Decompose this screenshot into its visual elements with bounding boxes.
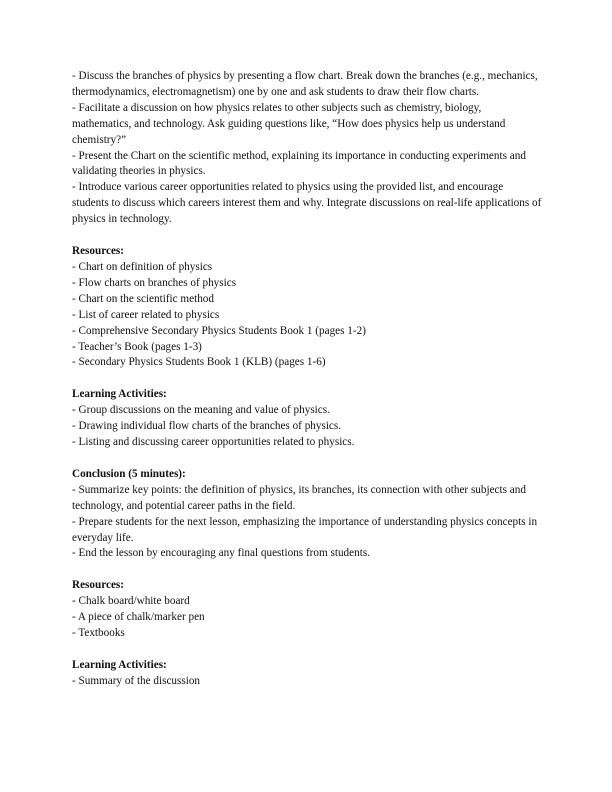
activity-list-item: - Summary of the discussion — [72, 674, 201, 687]
resources-list-item: - Chart on the scientific method — [72, 292, 214, 305]
conclusion-resources-section — [72, 578, 542, 642]
intro-paragraph-subjects: - Facilitate a discussion on how physics relates to other subjects such as chemistry, biology, mathematics, and technology. Ask guiding questions like, “How does physics help us understand chemistry?” — [72, 101, 506, 146]
resources-list-item: - List of career related to physics — [72, 308, 220, 321]
resources-section — [72, 244, 542, 371]
conclusion-resources-heading: Resources: — [72, 579, 124, 592]
conclusion-section — [72, 467, 542, 562]
activity-list-item: - Group discussions on the meaning and value of physics. — [72, 404, 330, 417]
learning-activities-section — [72, 387, 542, 451]
conclusion-activities-heading: Learning Activities: — [72, 659, 167, 671]
resources-list-item: - Teacher’s Book (pages 1-3) — [72, 340, 202, 353]
resources-heading: Resources: — [72, 245, 124, 258]
conclusion-activities-section — [72, 658, 542, 690]
intro-paragraph-scientific-method: - Present the Chart on the scientific method, explaining its importance in conducting experiments and validating theories in physics. — [72, 149, 526, 178]
intro-paragraph-careers: - Introduce various career opportunities related to physics using the provided list, and encourage students to discuss which careers interest them and why. Integrate discussions on real-life applications of physics in technology. — [72, 181, 542, 226]
resources-list-item: - Flow charts on branches of physics — [72, 276, 237, 289]
activity-list-item: - Listing and discussing career opportunities related to physics. — [72, 436, 355, 449]
conclusion-paragraph: - End the lesson by encouraging any final questions from students. — [72, 547, 370, 560]
resources-list-item: - Chart on definition of physics — [72, 260, 213, 273]
resources-list-item: - Chalk board/white board — [72, 595, 190, 608]
resources-list-item: - Textbooks — [72, 627, 125, 640]
intro-paragraph-branches: - Discuss the branches of physics by presenting a flow chart. Break down the branches (e.g., mechanics, thermodynamics, electromagnetism) one by one and ask students to draw their flow charts. — [72, 70, 538, 98]
learning-activities-heading: Learning Activities: — [72, 388, 167, 401]
document-page — [72, 69, 542, 690]
conclusion-paragraph: - Summarize key points: the definition of physics, its branches, its connection with other subjects and technology, and potential career paths in the field. — [72, 483, 526, 512]
intro-section — [72, 69, 542, 228]
conclusion-heading: Conclusion (5 minutes): — [72, 467, 186, 480]
resources-list-item: - A piece of chalk/marker pen — [72, 611, 205, 624]
resources-list-item: - Comprehensive Secondary Physics Students Book 1 (pages 1-2) — [72, 324, 366, 337]
activity-list-item: - Drawing individual flow charts of the branches of physics. — [72, 420, 342, 433]
conclusion-paragraph: - Prepare students for the next lesson, emphasizing the importance of understanding physics concepts in everyday life. — [72, 515, 538, 544]
resources-list-item: - Secondary Physics Students Book 1 (KLB) (pages 1-6) — [72, 356, 326, 369]
